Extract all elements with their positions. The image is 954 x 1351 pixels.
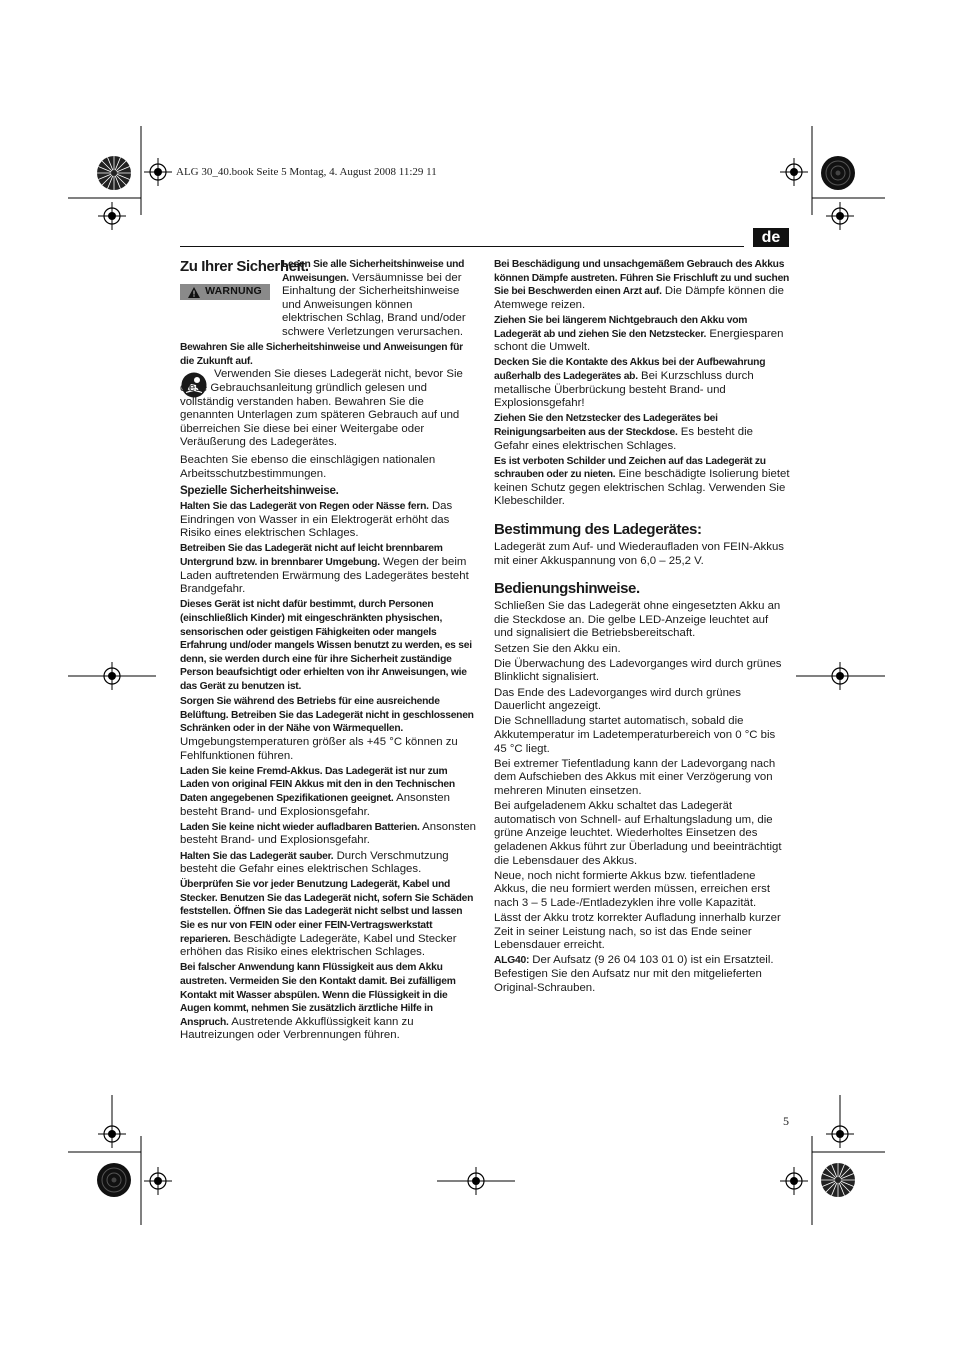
- section-title-purpose: Bestimmung des Ladegerätes:: [494, 521, 702, 539]
- usage-paragraph: Bei extremer Tiefentladung kann der Ladevorgang nach dem Aufschieben des Akkus mit einer Verzögerung von mehreren Minuten einsetzen.: [494, 757, 776, 797]
- usage-paragraph: Setzen Sie den Akku ein.: [494, 642, 621, 655]
- alg40-note: [494, 954, 790, 995]
- safety-item: Laden Sie keine Fremd-Akkus. Das Ladegerät ist nur zum Laden von original FEIN Akkus mit den in den Technischen Daten angegebenen Spezifikationen geeignet. Ansonsten besteht Brand- und Explosionsgefahr.: [180, 765, 455, 818]
- safety-item: Betreiben Sie das Ladegerät nicht auf leicht brennbarem Untergrund bzw. in brennbarer Umgebung. Wegen der beim Laden auftretenden Erwärmung des Ladegerätes besteht Brandgefahr.: [180, 543, 469, 596]
- header-rule: [180, 246, 744, 247]
- manual-paragraph: Verwenden Sie dieses Ladegerät nicht, bevor Sie diese Gebrauchsanleitung gründlich gelesen und vollständig verstanden haben. Bewahren Sie die genannten Unterlagen zum späteren Gebrauch auf und überreichen Sie diese bei einer Weitergabe oder Veräußerung des Ladegerätes.: [180, 368, 463, 449]
- right-column: [494, 258, 790, 997]
- warning-badge-label: WARNUNG: [205, 285, 262, 298]
- section-title-safety: Zu Ihrer Sicherheit.: [180, 258, 309, 275]
- alg40-label: ALG40:: [494, 955, 530, 967]
- special-safety-title: Spezielle Sicherheitshinweise.: [180, 484, 339, 498]
- regulations-paragraph: Beachten Sie ebenso die einschlägigen nationalen Arbeitsschutzbestimmungen.: [180, 453, 436, 480]
- safety-item: Dieses Gerät ist nicht dafür bestimmt, durch Personen (einschließlich Kinder) mit eingeschränkten physischen, sensorischen oder geistigen Fähigkeiten oder mangels Erfahrung und/oder mangels Wissen benutzt zu werden, es sei denn, sie werden durch eine für ihre Sicherheit zuständige Person beaufsichtigt oder erhielten von ihr Anweisungen, wie das Gerät zu benutzen ist.: [180, 599, 472, 692]
- usage-paragraph: Schließen Sie das Ladegerät ohne eingesetzten Akku an die Steckdose an. Die gelbe LED-Anzeige leuchtet auf und signalisiert die Betriebsbereitschaft.: [494, 600, 781, 640]
- language-tab: de: [753, 228, 789, 247]
- keep-bold: Bewahren Sie alle Sicherheitshinweise und Anweisungen für die Zukunft auf.: [180, 342, 463, 367]
- warning-badge: [180, 284, 270, 300]
- safety-item: Ziehen Sie bei längerem Nichtgebrauch den Akku vom Ladegerät ab und ziehen Sie den Netzstecker. Energiesparen schont die Umwelt.: [494, 314, 784, 354]
- alg40-text: Der Aufsatz (9 26 04 103 01 0) ist ein Ersatzteil. Befestigen Sie den Aufsatz nur mit den mitgelieferten Original-Schrauben.: [494, 954, 774, 994]
- safety-item: Decken Sie die Kontakte des Akkus bei der Aufbewahrung außerhalb des Ladegerätes ab. Bei Kurzschluss durch metallische Überbrückung besteht Brand- und Explosionsgefahr!: [494, 357, 766, 410]
- safety-item: Bei falscher Anwendung kann Flüssigkeit aus dem Akku austreten. Vermeiden Sie den Kontakt damit. Bei zufälligem Kontakt mit Wasser abspülen. Wenn die Flüssigkeit in die Augen kommt, nehmen Sie zusätzlich ärztliche Hilfe in Anspruch. Austretende Akkuflüssigkeit kann zu Hautreizungen oder Verbrennungen führen.: [180, 962, 456, 1042]
- usage-paragraph: Die Überwachung des Ladevorganges wird durch grünes Blinklicht signalisiert.: [494, 657, 782, 684]
- keep-instructions: [180, 341, 476, 368]
- section-title-usage: Bedienungshinweise.: [494, 580, 640, 598]
- safety-item: Laden Sie keine nicht wieder aufladbaren Batterien. Ansonsten besteht Brand- und Explosionsgefahr.: [180, 820, 476, 847]
- usage-paragraph: Das Ende des Ladevorganges wird durch grünes Dauerlicht angezeigt.: [494, 686, 741, 713]
- safety-item: Halten Sie das Ladegerät von Regen oder Nässe fern. Das Eindringen von Wasser in ein Elektrogerät erhöht das Risiko eines elektrischen Schlages.: [180, 500, 453, 540]
- warning-triangle-icon: [188, 287, 200, 298]
- page-number: 5: [783, 1114, 789, 1128]
- usage-paragraph: Die Schnellladung startet automatisch, sobald die Akkutemperatur im Ladetemperaturbereich von 0 °C bis 45 °C liegt.: [494, 715, 776, 755]
- purpose-paragraph: Ladegerät zum Auf- und Wiederaufladen von FEIN-Akkus mit einer Akkuspannung von 6,0 – 25,2 V.: [494, 541, 784, 567]
- warning-bold: Lesen Sie alle Sicherheitshinweise und Anweisungen.: [282, 259, 465, 284]
- safety-item: Überprüfen Sie vor jeder Benutzung Ladegerät, Kabel und Stecker. Benutzen Sie das Ladegerät nicht, sofern Sie Schäden feststellen. Öffnen Sie das Ladegerät nicht selbst und lassen Sie es nur von FEIN oder einer FEIN-Vertragswerkstatt reparieren. Beschädigte Ladegeräte, Kabel und Stecker erhöhen das Risiko eines elektrischen Schlages.: [180, 879, 474, 959]
- safety-item: Halten Sie das Ladegerät sauber. Durch Verschmutzung besteht die Gefahr eines elektrischen Schlages.: [180, 849, 449, 876]
- safety-item: Ziehen Sie den Netzstecker des Ladegerätes bei Reinigungsarbeiten aus der Steckdose. Es besteht die Gefahr eines elektrischen Schlages.: [494, 413, 753, 452]
- left-column: [180, 258, 476, 1045]
- usage-paragraph: Bei aufgeladenem Akku schaltet das Ladegerät automatisch von Schnell- auf Erhaltungsladung um, die grüne Anzeige leuchtet. Wiederholtes Einsetzen des geladenen Akkus führt zur Überladung und beeinträchtigt die Lebensdauer des Akkus.: [494, 800, 782, 867]
- warning-text: Versäumnisse bei der Einhaltung der Sicherheitshinweise und Anweisungen können elektrischen Schlag, Brand und/oder schwere Verletzungen verursachen.: [282, 271, 466, 338]
- print-slug: ALG 30_40.book Seite 5 Montag, 4. August 2008 11:29 11: [176, 166, 437, 178]
- usage-paragraph: Lässt der Akku trotz korrekter Aufladung innerhalb kurzer Zeit in seiner Leistung nach, so ist das Ende seiner Lebensdauer erreicht.: [494, 912, 781, 952]
- usage-paragraph: Neue, noch nicht formierte Akkus bzw. tiefentladene Akkus, die neu formiert werden müssen, erreichen erst nach 3 – 5 Lade-/Entladezyklen ihre volle Kapazität.: [494, 869, 771, 909]
- safety-item: Bei Beschädigung und unsachgemäßem Gebrauch des Akkus können Dämpfe austreten. Führen Sie Frischluft zu und suchen Sie bei Beschwerden einen Arzt auf. Die Dämpfe können die Atemwege reizen.: [494, 259, 790, 311]
- safety-item: Sorgen Sie während des Betriebs für eine ausreichende Belüftung. Betreiben Sie das Ladegerät nicht in geschlossenen Schränken oder in der Nähe von Wärmequellen. Umgebungstemperaturen größer als +45 °C können zu Fehlfunktionen führen.: [180, 696, 474, 762]
- safety-item: Es ist verboten Schilder und Zeichen auf das Ladegerät zu schrauben oder zu nieten. Eine beschädigte Isolierung bietet keinen Schutz gegen elektrischen Schlag. Verwenden Sie Klebeschilder.: [494, 455, 790, 508]
